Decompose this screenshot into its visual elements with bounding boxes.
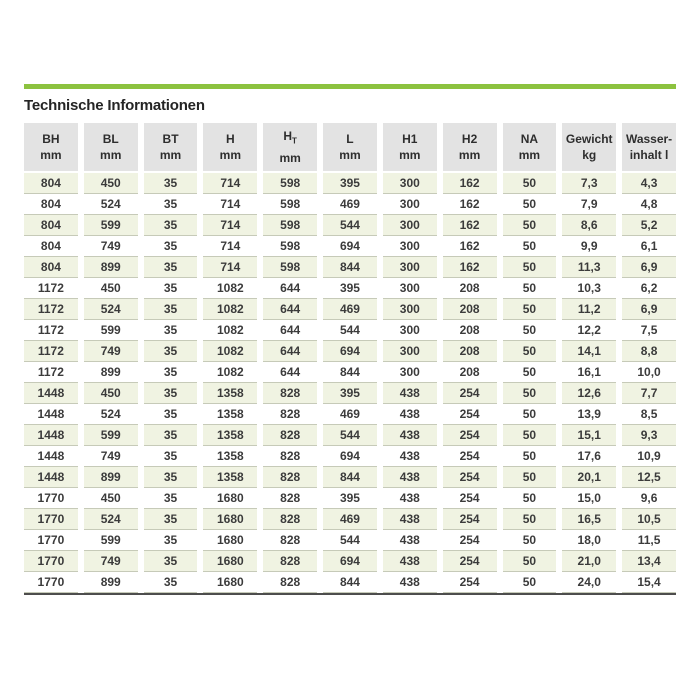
- table-cell-wasserinhalt: 10,9: [622, 446, 676, 467]
- table-cell-wasserinhalt: 12,5: [622, 467, 676, 488]
- table-cell-l: 844: [323, 257, 377, 278]
- column-header-ht: $H_T$ mm: [263, 123, 317, 173]
- table-cell-h: 714: [203, 215, 257, 236]
- table-cell-h1: 438: [383, 383, 437, 404]
- table-cell-wasserinhalt: 7,7: [622, 383, 676, 404]
- table-cell-l: 544: [323, 320, 377, 341]
- table-cell-na: 50: [503, 341, 557, 362]
- table-cell-ht: 828: [263, 572, 317, 593]
- table-cell-gewicht: 10,3: [562, 278, 616, 299]
- table-cell-h2: 162: [443, 194, 497, 215]
- table-cell-h: 1082: [203, 299, 257, 320]
- table-cell-h1: 438: [383, 530, 437, 551]
- table-cell-ht: 828: [263, 467, 317, 488]
- table-cell-bl: 749: [84, 236, 138, 257]
- table-cell-wasserinhalt: 6,9: [622, 299, 676, 320]
- table-cell-bl: 899: [84, 257, 138, 278]
- table-cell-bh: 1448: [24, 404, 78, 425]
- table-cell-h1: 300: [383, 236, 437, 257]
- table-cell-h2: 208: [443, 320, 497, 341]
- table-row: [24, 530, 676, 551]
- table-cell-bh: 1172: [24, 278, 78, 299]
- column-header-bt: BT mm: [144, 123, 198, 173]
- table-cell-na: 50: [503, 173, 557, 194]
- table-cell-bh: 1172: [24, 362, 78, 383]
- table-row: [24, 320, 676, 341]
- table-cell-l: 395: [323, 488, 377, 509]
- table-cell-na: 50: [503, 194, 557, 215]
- table-cell-gewicht: 9,9: [562, 236, 616, 257]
- table-cell-bl: 899: [84, 467, 138, 488]
- table-cell-gewicht: 16,5: [562, 509, 616, 530]
- table-cell-h: 1358: [203, 446, 257, 467]
- table-cell-l: 395: [323, 383, 377, 404]
- table-cell-wasserinhalt: 13,4: [622, 551, 676, 572]
- table-cell-h1: 300: [383, 362, 437, 383]
- column-header-h2: H2 mm: [443, 123, 497, 173]
- table-cell-bl: 599: [84, 320, 138, 341]
- table-cell-bt: 35: [144, 278, 198, 299]
- table-cell-na: 50: [503, 299, 557, 320]
- table-cell-bt: 35: [144, 236, 198, 257]
- table-cell-h1: 300: [383, 173, 437, 194]
- table-row: [24, 383, 676, 404]
- table-cell-bt: 35: [144, 551, 198, 572]
- table-cell-h: 714: [203, 194, 257, 215]
- table-cell-gewicht: 15,0: [562, 488, 616, 509]
- table-cell-h: 1358: [203, 425, 257, 446]
- table-cell-bt: 35: [144, 404, 198, 425]
- table-cell-bt: 35: [144, 383, 198, 404]
- table-cell-bh: 1770: [24, 530, 78, 551]
- table-cell-l: 544: [323, 530, 377, 551]
- table-cell-gewicht: 13,9: [562, 404, 616, 425]
- table-cell-wasserinhalt: 10,5: [622, 509, 676, 530]
- table-row: [24, 173, 676, 194]
- table-cell-bh: 1770: [24, 488, 78, 509]
- table-cell-gewicht: 7,9: [562, 194, 616, 215]
- datasheet-section: [24, 84, 676, 595]
- table-body: [24, 173, 676, 593]
- table-cell-h1: 438: [383, 509, 437, 530]
- table-cell-na: 50: [503, 383, 557, 404]
- table-cell-h1: 300: [383, 194, 437, 215]
- table-cell-ht: 644: [263, 278, 317, 299]
- table-cell-bl: 450: [84, 278, 138, 299]
- table-cell-h2: 208: [443, 341, 497, 362]
- table-cell-gewicht: 20,1: [562, 467, 616, 488]
- table-cell-gewicht: 24,0: [562, 572, 616, 593]
- table-cell-h1: 300: [383, 320, 437, 341]
- table-cell-h2: 254: [443, 509, 497, 530]
- table-row: [24, 362, 676, 383]
- table-cell-h1: 438: [383, 467, 437, 488]
- table-cell-bl: 450: [84, 383, 138, 404]
- table-cell-bh: 1172: [24, 341, 78, 362]
- table-cell-ht: 598: [263, 194, 317, 215]
- table-cell-bt: 35: [144, 425, 198, 446]
- table-cell-h2: 254: [443, 467, 497, 488]
- table-row: [24, 551, 676, 572]
- table-cell-na: 50: [503, 572, 557, 593]
- table-cell-na: 50: [503, 404, 557, 425]
- table-row: [24, 467, 676, 488]
- table-cell-bh: 1770: [24, 509, 78, 530]
- table-cell-bh: 1172: [24, 320, 78, 341]
- table-cell-h: 1082: [203, 278, 257, 299]
- table-cell-l: 469: [323, 404, 377, 425]
- table-cell-gewicht: 12,6: [562, 383, 616, 404]
- table-cell-ht: 598: [263, 236, 317, 257]
- table-row: [24, 446, 676, 467]
- table-cell-h1: 438: [383, 404, 437, 425]
- table-cell-h1: 438: [383, 572, 437, 593]
- table-cell-ht: 828: [263, 383, 317, 404]
- table-cell-ht: 828: [263, 551, 317, 572]
- table-cell-h1: 300: [383, 215, 437, 236]
- table-cell-bl: 749: [84, 341, 138, 362]
- table-cell-gewicht: 12,2: [562, 320, 616, 341]
- table-cell-h2: 208: [443, 299, 497, 320]
- table-cell-l: 469: [323, 194, 377, 215]
- table-cell-bh: 1770: [24, 572, 78, 593]
- table-cell-bt: 35: [144, 509, 198, 530]
- table-cell-na: 50: [503, 467, 557, 488]
- table-cell-h2: 254: [443, 572, 497, 593]
- table-row: [24, 341, 676, 362]
- table-cell-h: 1680: [203, 530, 257, 551]
- table-cell-bh: 804: [24, 215, 78, 236]
- column-header-h1: H1 mm: [383, 123, 437, 173]
- table-cell-h2: 254: [443, 530, 497, 551]
- table-cell-l: 544: [323, 215, 377, 236]
- table-cell-bl: 599: [84, 425, 138, 446]
- table-cell-bl: 524: [84, 509, 138, 530]
- table-row: [24, 572, 676, 593]
- table-cell-h1: 300: [383, 341, 437, 362]
- section-title: Technische Informationen: [24, 97, 205, 114]
- table-cell-l: 469: [323, 299, 377, 320]
- table-row: [24, 194, 676, 215]
- table-cell-bt: 35: [144, 299, 198, 320]
- table-cell-h: 1680: [203, 488, 257, 509]
- table-bottom-rule: [24, 593, 676, 595]
- table-cell-h: 714: [203, 173, 257, 194]
- table-cell-h: 1082: [203, 341, 257, 362]
- table-cell-bh: 804: [24, 173, 78, 194]
- table-cell-wasserinhalt: 6,2: [622, 278, 676, 299]
- table-cell-bt: 35: [144, 362, 198, 383]
- table-cell-ht: 828: [263, 404, 317, 425]
- table-cell-bl: 749: [84, 446, 138, 467]
- accent-bar: [24, 84, 676, 89]
- table-cell-gewicht: 21,0: [562, 551, 616, 572]
- column-header-h: H mm: [203, 123, 257, 173]
- table-row: [24, 404, 676, 425]
- table-cell-h2: 162: [443, 173, 497, 194]
- table-cell-h1: 300: [383, 257, 437, 278]
- table-cell-ht: 828: [263, 446, 317, 467]
- table-cell-bl: 599: [84, 215, 138, 236]
- table-cell-bl: 450: [84, 173, 138, 194]
- table-cell-l: 694: [323, 446, 377, 467]
- table-cell-bh: 804: [24, 257, 78, 278]
- column-header-bh: BH mm: [24, 123, 78, 173]
- table-cell-bt: 35: [144, 215, 198, 236]
- column-header-wasserinhalt: Wasser- inhalt l: [622, 123, 676, 173]
- table-cell-h2: 254: [443, 383, 497, 404]
- table-cell-bt: 35: [144, 194, 198, 215]
- column-header-na: NA mm: [503, 123, 557, 173]
- table-cell-na: 50: [503, 446, 557, 467]
- table-cell-wasserinhalt: 15,4: [622, 572, 676, 593]
- table-cell-bh: 1448: [24, 383, 78, 404]
- table-cell-h2: 162: [443, 257, 497, 278]
- table-row: [24, 257, 676, 278]
- column-header-gewicht: Gewicht kg: [562, 123, 616, 173]
- table-cell-h2: 208: [443, 362, 497, 383]
- table-cell-bh: 1172: [24, 299, 78, 320]
- table-row: [24, 236, 676, 257]
- table-cell-l: 469: [323, 509, 377, 530]
- table-cell-l: 694: [323, 551, 377, 572]
- table-cell-bl: 524: [84, 299, 138, 320]
- table-cell-wasserinhalt: 6,9: [622, 257, 676, 278]
- table-cell-h1: 438: [383, 446, 437, 467]
- table-cell-na: 50: [503, 488, 557, 509]
- table-cell-h: 714: [203, 236, 257, 257]
- table-cell-h2: 254: [443, 425, 497, 446]
- table-cell-h: 1082: [203, 362, 257, 383]
- table-cell-l: 844: [323, 467, 377, 488]
- table-cell-ht: 644: [263, 320, 317, 341]
- table-cell-wasserinhalt: 10,0: [622, 362, 676, 383]
- table-cell-ht: 828: [263, 488, 317, 509]
- table-cell-l: 844: [323, 362, 377, 383]
- table-cell-h: 1358: [203, 404, 257, 425]
- table-cell-bt: 35: [144, 341, 198, 362]
- table-cell-h1: 300: [383, 278, 437, 299]
- table-cell-bl: 599: [84, 530, 138, 551]
- table-cell-wasserinhalt: 8,8: [622, 341, 676, 362]
- table-cell-na: 50: [503, 320, 557, 341]
- table-row: [24, 299, 676, 320]
- table-cell-l: 694: [323, 236, 377, 257]
- table-cell-l: 694: [323, 341, 377, 362]
- table-cell-bt: 35: [144, 488, 198, 509]
- table-header-row: [24, 123, 676, 173]
- table-cell-wasserinhalt: 4,8: [622, 194, 676, 215]
- table-header: [24, 123, 676, 173]
- table-cell-na: 50: [503, 509, 557, 530]
- table-cell-na: 50: [503, 425, 557, 446]
- table-cell-bt: 35: [144, 530, 198, 551]
- table-cell-wasserinhalt: 5,2: [622, 215, 676, 236]
- table-cell-h: 1680: [203, 572, 257, 593]
- table-cell-gewicht: 8,6: [562, 215, 616, 236]
- table-cell-bh: 1448: [24, 425, 78, 446]
- table-cell-h: 1358: [203, 383, 257, 404]
- table-cell-wasserinhalt: 9,6: [622, 488, 676, 509]
- table-cell-ht: 598: [263, 215, 317, 236]
- technical-data-table: [18, 123, 682, 593]
- column-header-bl: BL mm: [84, 123, 138, 173]
- table-cell-h1: 438: [383, 488, 437, 509]
- table-cell-ht: 828: [263, 530, 317, 551]
- table-cell-ht: 598: [263, 257, 317, 278]
- table-cell-bh: 804: [24, 236, 78, 257]
- table-cell-wasserinhalt: 4,3: [622, 173, 676, 194]
- table-cell-na: 50: [503, 215, 557, 236]
- table-cell-h1: 438: [383, 551, 437, 572]
- table-cell-wasserinhalt: 8,5: [622, 404, 676, 425]
- table-cell-na: 50: [503, 278, 557, 299]
- table-cell-bt: 35: [144, 467, 198, 488]
- table-cell-h1: 438: [383, 425, 437, 446]
- table-cell-h2: 208: [443, 278, 497, 299]
- table-cell-bt: 35: [144, 173, 198, 194]
- table-cell-ht: 644: [263, 362, 317, 383]
- table-cell-na: 50: [503, 530, 557, 551]
- table-row: [24, 215, 676, 236]
- table-row: [24, 425, 676, 446]
- table-cell-gewicht: 15,1: [562, 425, 616, 446]
- table-cell-h2: 254: [443, 446, 497, 467]
- table-cell-gewicht: 16,1: [562, 362, 616, 383]
- table-cell-bt: 35: [144, 320, 198, 341]
- table-cell-gewicht: 17,6: [562, 446, 616, 467]
- table-cell-gewicht: 11,2: [562, 299, 616, 320]
- table-cell-bl: 749: [84, 551, 138, 572]
- table-cell-h2: 162: [443, 215, 497, 236]
- table-cell-na: 50: [503, 362, 557, 383]
- table-cell-bh: 1770: [24, 551, 78, 572]
- table-cell-na: 50: [503, 236, 557, 257]
- table-cell-ht: 828: [263, 425, 317, 446]
- table-cell-bt: 35: [144, 257, 198, 278]
- table-cell-bh: 1448: [24, 467, 78, 488]
- table-cell-bl: 524: [84, 404, 138, 425]
- table-cell-l: 844: [323, 572, 377, 593]
- table-cell-ht: 598: [263, 173, 317, 194]
- table-cell-l: 544: [323, 425, 377, 446]
- table-cell-bl: 899: [84, 572, 138, 593]
- table-cell-bh: 804: [24, 194, 78, 215]
- table-cell-wasserinhalt: 9,3: [622, 425, 676, 446]
- table-cell-wasserinhalt: 6,1: [622, 236, 676, 257]
- table-cell-gewicht: 7,3: [562, 173, 616, 194]
- table-cell-ht: 644: [263, 299, 317, 320]
- table-cell-na: 50: [503, 551, 557, 572]
- column-header-l: L mm: [323, 123, 377, 173]
- table-row: [24, 488, 676, 509]
- table-cell-h2: 254: [443, 404, 497, 425]
- table-cell-wasserinhalt: 11,5: [622, 530, 676, 551]
- table-cell-bt: 35: [144, 446, 198, 467]
- table-cell-bl: 450: [84, 488, 138, 509]
- table-cell-h: 1680: [203, 551, 257, 572]
- table-cell-ht: 644: [263, 341, 317, 362]
- table-cell-h2: 254: [443, 551, 497, 572]
- table-cell-wasserinhalt: 7,5: [622, 320, 676, 341]
- table-cell-l: 395: [323, 173, 377, 194]
- table-cell-gewicht: 11,3: [562, 257, 616, 278]
- table-cell-na: 50: [503, 257, 557, 278]
- table-row: [24, 509, 676, 530]
- table-cell-l: 395: [323, 278, 377, 299]
- table-cell-h: 1680: [203, 509, 257, 530]
- table-cell-h1: 300: [383, 299, 437, 320]
- table-cell-h: 1082: [203, 320, 257, 341]
- table-cell-h: 1358: [203, 467, 257, 488]
- table-cell-gewicht: 18,0: [562, 530, 616, 551]
- table-cell-h2: 254: [443, 488, 497, 509]
- table-cell-h: 714: [203, 257, 257, 278]
- table-cell-h2: 162: [443, 236, 497, 257]
- table-cell-bh: 1448: [24, 446, 78, 467]
- table-cell-ht: 828: [263, 509, 317, 530]
- table-cell-bt: 35: [144, 572, 198, 593]
- table-cell-gewicht: 14,1: [562, 341, 616, 362]
- table-cell-bl: 899: [84, 362, 138, 383]
- table-cell-bl: 524: [84, 194, 138, 215]
- table-row: [24, 278, 676, 299]
